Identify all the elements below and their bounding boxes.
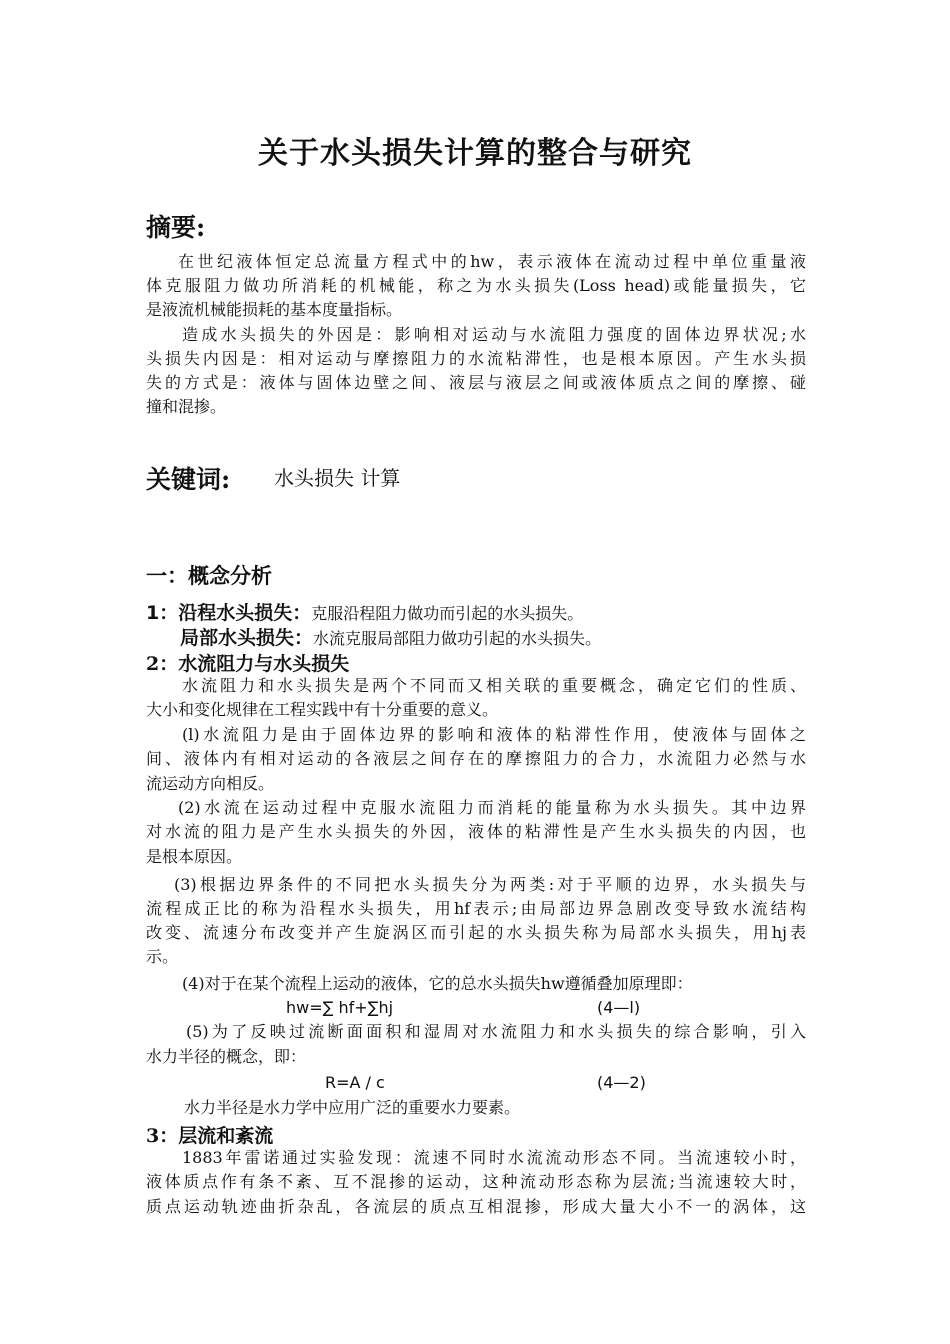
body-line: 流程成正比的称为沿程水头损失，用hf表示;由局部边界急剧改变导致水流结构 [146, 899, 806, 918]
body-line: 是根本原因。 [146, 847, 243, 866]
term-row-1 [146, 598, 583, 626]
abstract-line: 失的方式是：液体与固体边壁之间、液层与液层之间或液体质点之间的摩擦、碰 [146, 373, 806, 392]
abstract-line: 在世纪液体恒定总流量方程式中的hw，表示液体在流动过程中单位重量液 [178, 252, 806, 271]
abstract-line: 撞和混掺。 [146, 397, 227, 416]
body-line: 液体质点作有条不紊、互不混掺的运动，这种流动形态称为层流;当流速较大时， [146, 1172, 806, 1191]
section-heading: 一：概念分析 [146, 563, 272, 588]
item-number: 1： [146, 602, 179, 624]
term-definition: 水流克服局部阻力做功引起的水头损失。 [313, 629, 602, 648]
body-line: (4)对于在某个流程上运动的液体，它的总水头损失hw遵循叠加原理即： [182, 974, 693, 993]
body-line: 水力半径是水力学中应用广泛的重要水力要素。 [184, 1098, 521, 1117]
body-line: 水力半径的概念，即： [146, 1047, 307, 1066]
body-line: (2)水流在运动过程中克服水流阻力而消耗的能量称为水头损失。其中边界 [178, 798, 806, 817]
body-line: 水流阻力和水头损失是两个不同而又相关联的重要概念，确定它们的性质、 [182, 676, 806, 695]
keywords-heading: 关键词: [146, 465, 231, 494]
abstract-heading: 摘要: [146, 213, 206, 242]
body-line: 1883年雷诺通过实验发现：流速不同时水流流动形态不同。当流速较小时， [182, 1148, 806, 1167]
body-line: 示。 [146, 947, 179, 966]
body-line: (3)根据边界条件的不同把水头损失分为两类:对于平顺的边界，水头损失与 [174, 875, 806, 894]
body-line: 对水流的阻力是产生水头损失的外因，液体的粘滞性是产生水头损失的内因，也 [146, 822, 806, 841]
body-line: 流运动方向相反。 [146, 774, 275, 793]
body-line: 改变、流速分布改变并产生旋涡区而引起的水头损失称为局部水头损失，用hj表 [146, 923, 806, 942]
equation: R=A / c [325, 1073, 385, 1092]
document-title: 关于水头损失计算的整合与研究 [258, 136, 692, 171]
body-line: 大小和变化规律在工程实践中有十分重要的意义。 [146, 700, 499, 719]
term-label: 沿程水头损失： [178, 602, 312, 624]
subsection-heading: 3：层流和紊流 [146, 1125, 274, 1147]
body-line: (5)为了反映过流断面面积和湿周对水流阻力和水头损失的综合影响，引入 [186, 1022, 806, 1041]
body-line: 间、液体内有相对运动的各液层之间存在的摩擦阻力的合力，水流阻力必然与水 [146, 749, 806, 768]
abstract-line: 造成水头损失的外因是：影响相对运动与水流阻力强度的固体边界状况;水 [182, 325, 806, 344]
equation-number: (4—2) [597, 1073, 646, 1092]
equation: hw=∑ hf+∑hj [286, 998, 394, 1017]
subsection-heading: 2：水流阻力与水头损失 [146, 653, 350, 675]
equation-number: (4—l) [597, 998, 641, 1017]
abstract-line: 是液流机械能损耗的基本度量指标。 [146, 300, 403, 319]
term-row-2 [180, 623, 601, 651]
abstract-line: 体克服阻力做功所消耗的机械能，称之为水头损失(Loss head)或能量损失，它 [146, 276, 806, 295]
body-line: 质点运动轨迹曲折杂乱，各流层的质点互相混掺，形成大量大小不一的涡体，这 [146, 1197, 806, 1216]
abstract-line: 头损失内因是：相对运动与摩擦阻力的水流粘滞性，也是根本原因。产生水头损 [146, 349, 806, 368]
keywords-value: 水头损失 计算 [274, 466, 401, 490]
body-line: (l)水流阻力是由于固体边界的影响和液体的粘滞性作用，使液体与固体之 [182, 725, 806, 744]
term-definition: 克服沿程阻力做功而引起的水头损失。 [311, 604, 584, 623]
term-label: 局部水头损失： [180, 627, 314, 649]
